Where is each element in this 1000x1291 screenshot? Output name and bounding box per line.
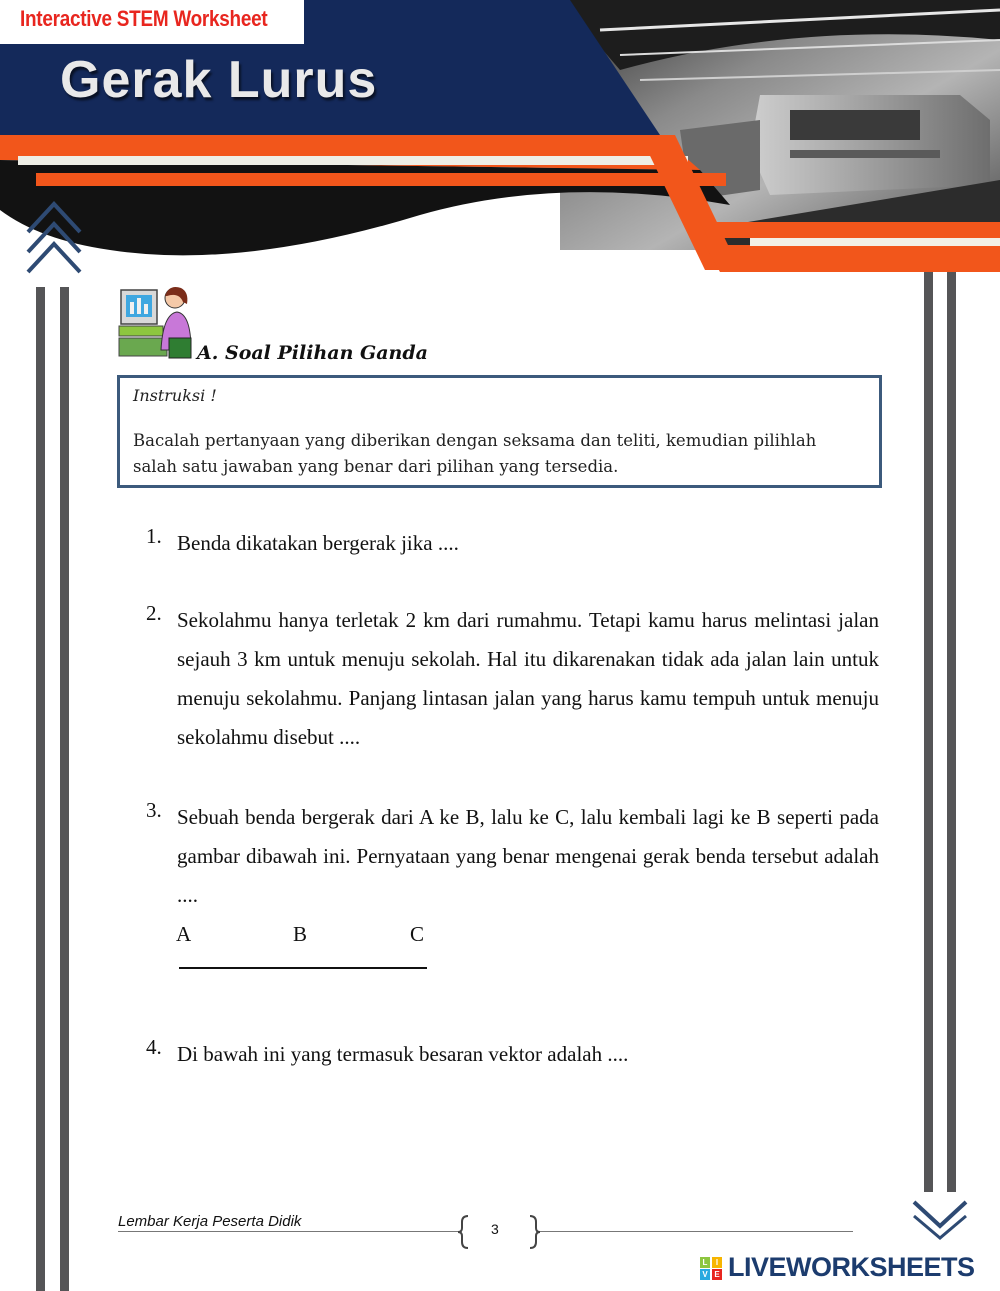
footer-line-left <box>118 1231 458 1232</box>
footer-line-right <box>538 1231 853 1232</box>
worksheet-tag-label: Interactive STEM Worksheet <box>20 6 268 31</box>
right-rail-outer <box>924 272 933 1192</box>
logo-letter-v: V <box>700 1269 710 1280</box>
question-number: 2. <box>146 601 162 625</box>
logo-letter-e: E <box>712 1269 722 1280</box>
question-number: 4. <box>146 1035 162 1059</box>
chevron-down-icon <box>910 1196 970 1240</box>
question-number: 3. <box>146 798 162 822</box>
student-computer-icon <box>117 284 195 362</box>
point-c-label: C <box>410 922 425 946</box>
header-banner <box>0 0 1000 300</box>
worksheet-tag <box>0 0 304 44</box>
left-rail-inner <box>60 287 69 1291</box>
question-text: Benda dikatakan bergerak jika .... <box>177 531 459 555</box>
logo-letter-i: I <box>712 1257 722 1268</box>
logo-letter-l: L <box>700 1257 710 1268</box>
left-rail-outer <box>36 287 45 1291</box>
instruction-body: Bacalah pertanyaan yang diberikan dengan seksama dan teliti, kemudian pilihlah salah satu jawaban yang benar dari pilihan yang tersedia. <box>133 431 817 476</box>
section-heading: A. Soal Pilihan Ganda <box>197 342 428 364</box>
page-bracket <box>458 1214 540 1250</box>
question-text: Di bawah ini yang termasuk besaran vektor adalah .... <box>177 1042 629 1066</box>
point-a-label: A <box>176 922 192 946</box>
liveworksheets-logo <box>700 1257 723 1281</box>
question-text: Sebuah benda bergerak dari A ke B, lalu ke C, lalu kembali lagi ke B seperti pada gambar dibawah ini. Pernyataan yang benar mengenai gerak benda tersebut adalah .... <box>177 805 879 907</box>
page-number: 3 <box>491 1221 499 1237</box>
footer-label: Lembar Kerja Peserta Didik <box>118 1213 302 1230</box>
motion-track-line <box>179 967 427 969</box>
point-b-label: B <box>293 922 308 946</box>
liveworksheets-brand[interactable]: LIVEWORKSHEETS <box>728 1252 975 1282</box>
question-text: Sekolahmu hanya terletak 2 km dari rumahmu. Tetapi kamu harus melintasi jalan sejauh 3 km untuk menuju sekolah. Hal itu dikarenakan tidak ada jalan lain untuk menuju sekolahmu. Panjang lintasan jalan yang harus kamu tempuh untuk menuju sekolahmu disebut .... <box>177 608 879 749</box>
page-title: Gerak Lurus <box>60 51 378 109</box>
right-rail-inner <box>947 272 956 1192</box>
instruction-title: Instruksi ! <box>133 386 217 405</box>
instruction-box <box>117 375 882 488</box>
question-number: 1. <box>146 524 162 548</box>
